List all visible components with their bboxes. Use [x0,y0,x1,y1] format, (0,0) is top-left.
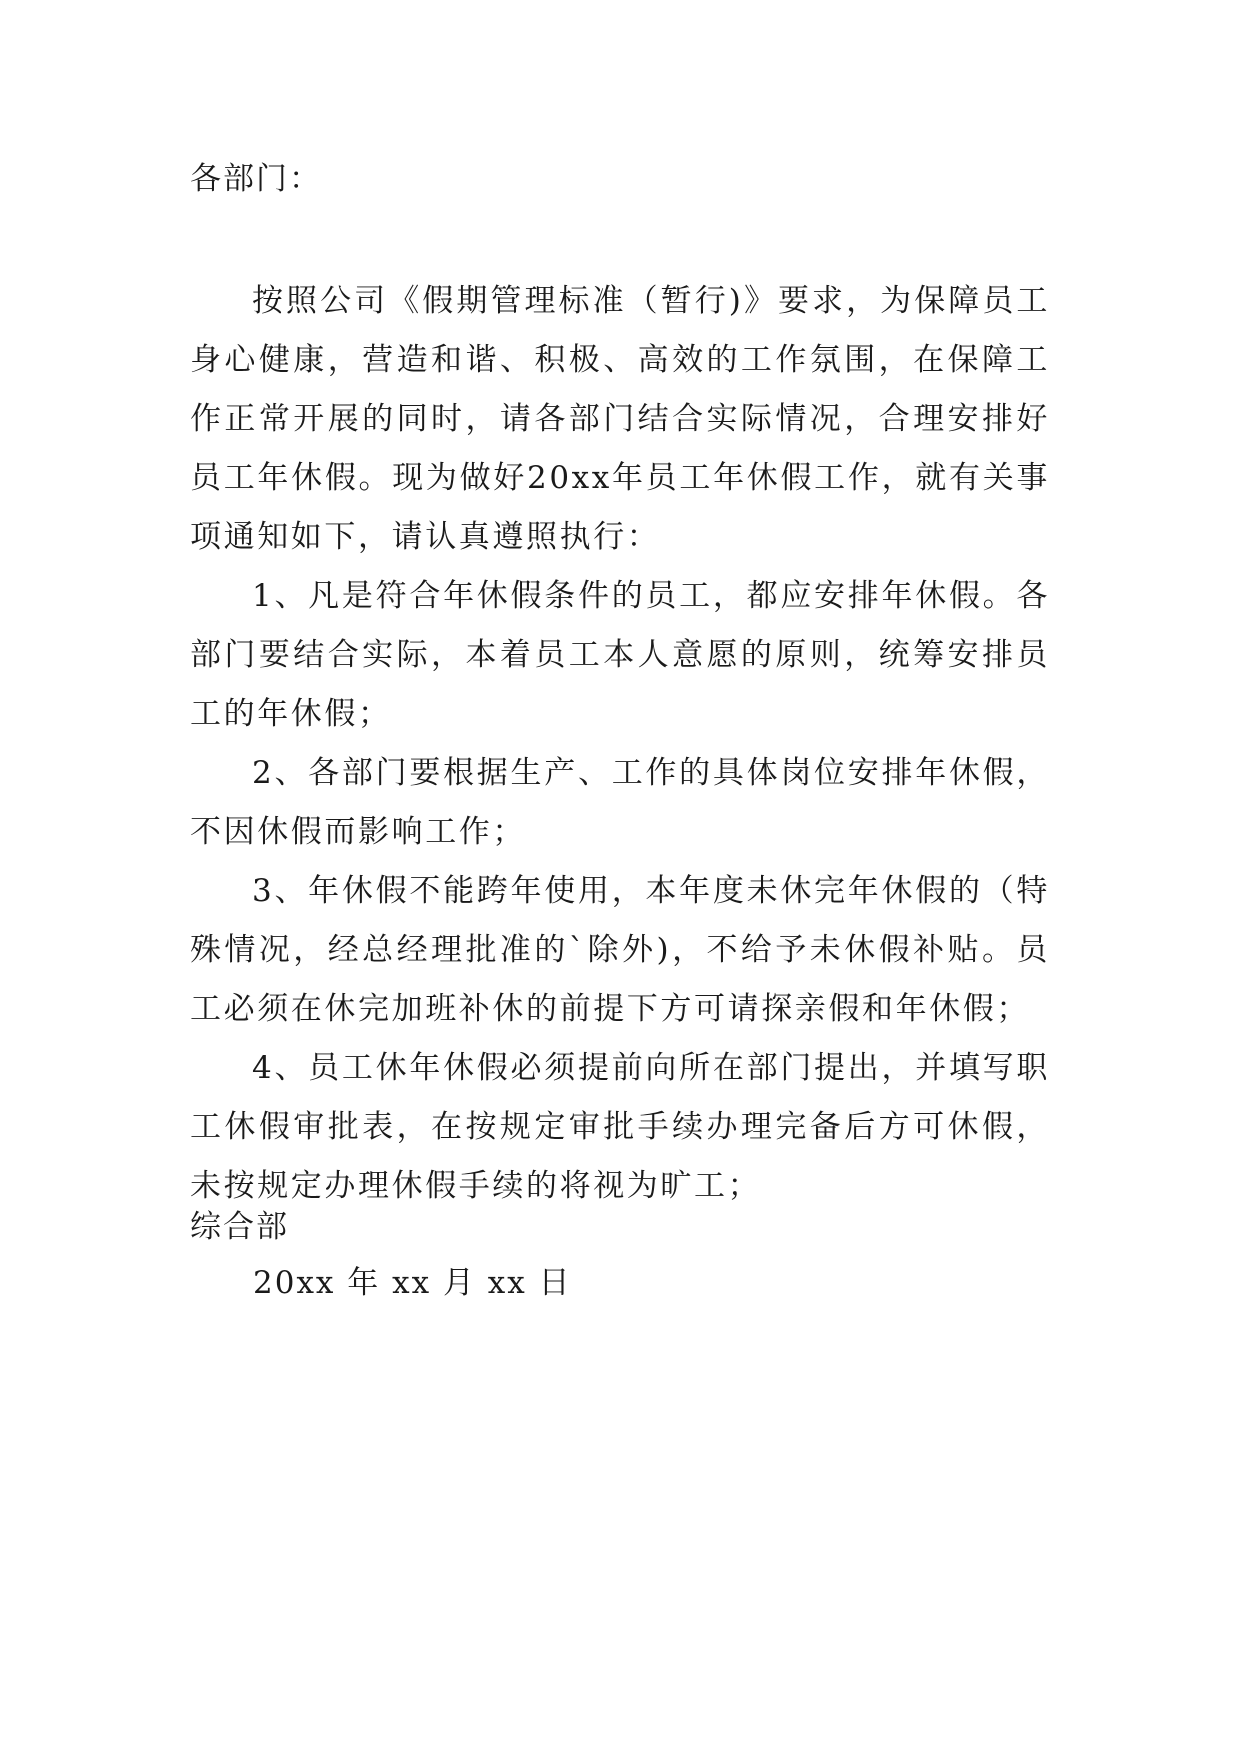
item-paragraph-3: 3、年休假不能跨年使用，本年度未休完年休假的（特殊情况，经总经理批准的`除外)，不给予未休假补贴。员工必须在休完加班补休的前提下方可请探亲假和年休假； [190,873,1050,1027]
item-paragraph-4: 4、员工休年休假必须提前向所在部门提出，并填写职工休假审批表，在按规定审批手续办理完备后方可休假，未按规定办理休假手续的将视为旷工； [190,1050,1050,1204]
item-paragraph-1: 1、凡是符合年休假条件的员工，都应安排年休假。各部门要结合实际，本着员工本人意愿的原则，统筹安排员工的年休假； [190,578,1050,732]
notice-body [190,272,1050,1216]
sender-department: 综合部 [190,1209,289,1245]
issue-date: 20xx 年 xx 月 xx 日 [253,1265,572,1301]
salutation: 各部门： [190,161,322,197]
intro-paragraph: 按照公司《假期管理标准（暂行)》要求，为保障员工身心健康，营造和谐、积极、高效的工作氛围，在保障工作正常开展的同时，请各部门结合实际情况，合理安排好员工年休假。现为做好20xx年员工年休假工作，就有关事项通知如下，请认真遵照执行： [190,283,1050,555]
item-paragraph-2: 2、各部门要根据生产、工作的具体岗位安排年休假，不因休假而影响工作； [190,755,1050,850]
